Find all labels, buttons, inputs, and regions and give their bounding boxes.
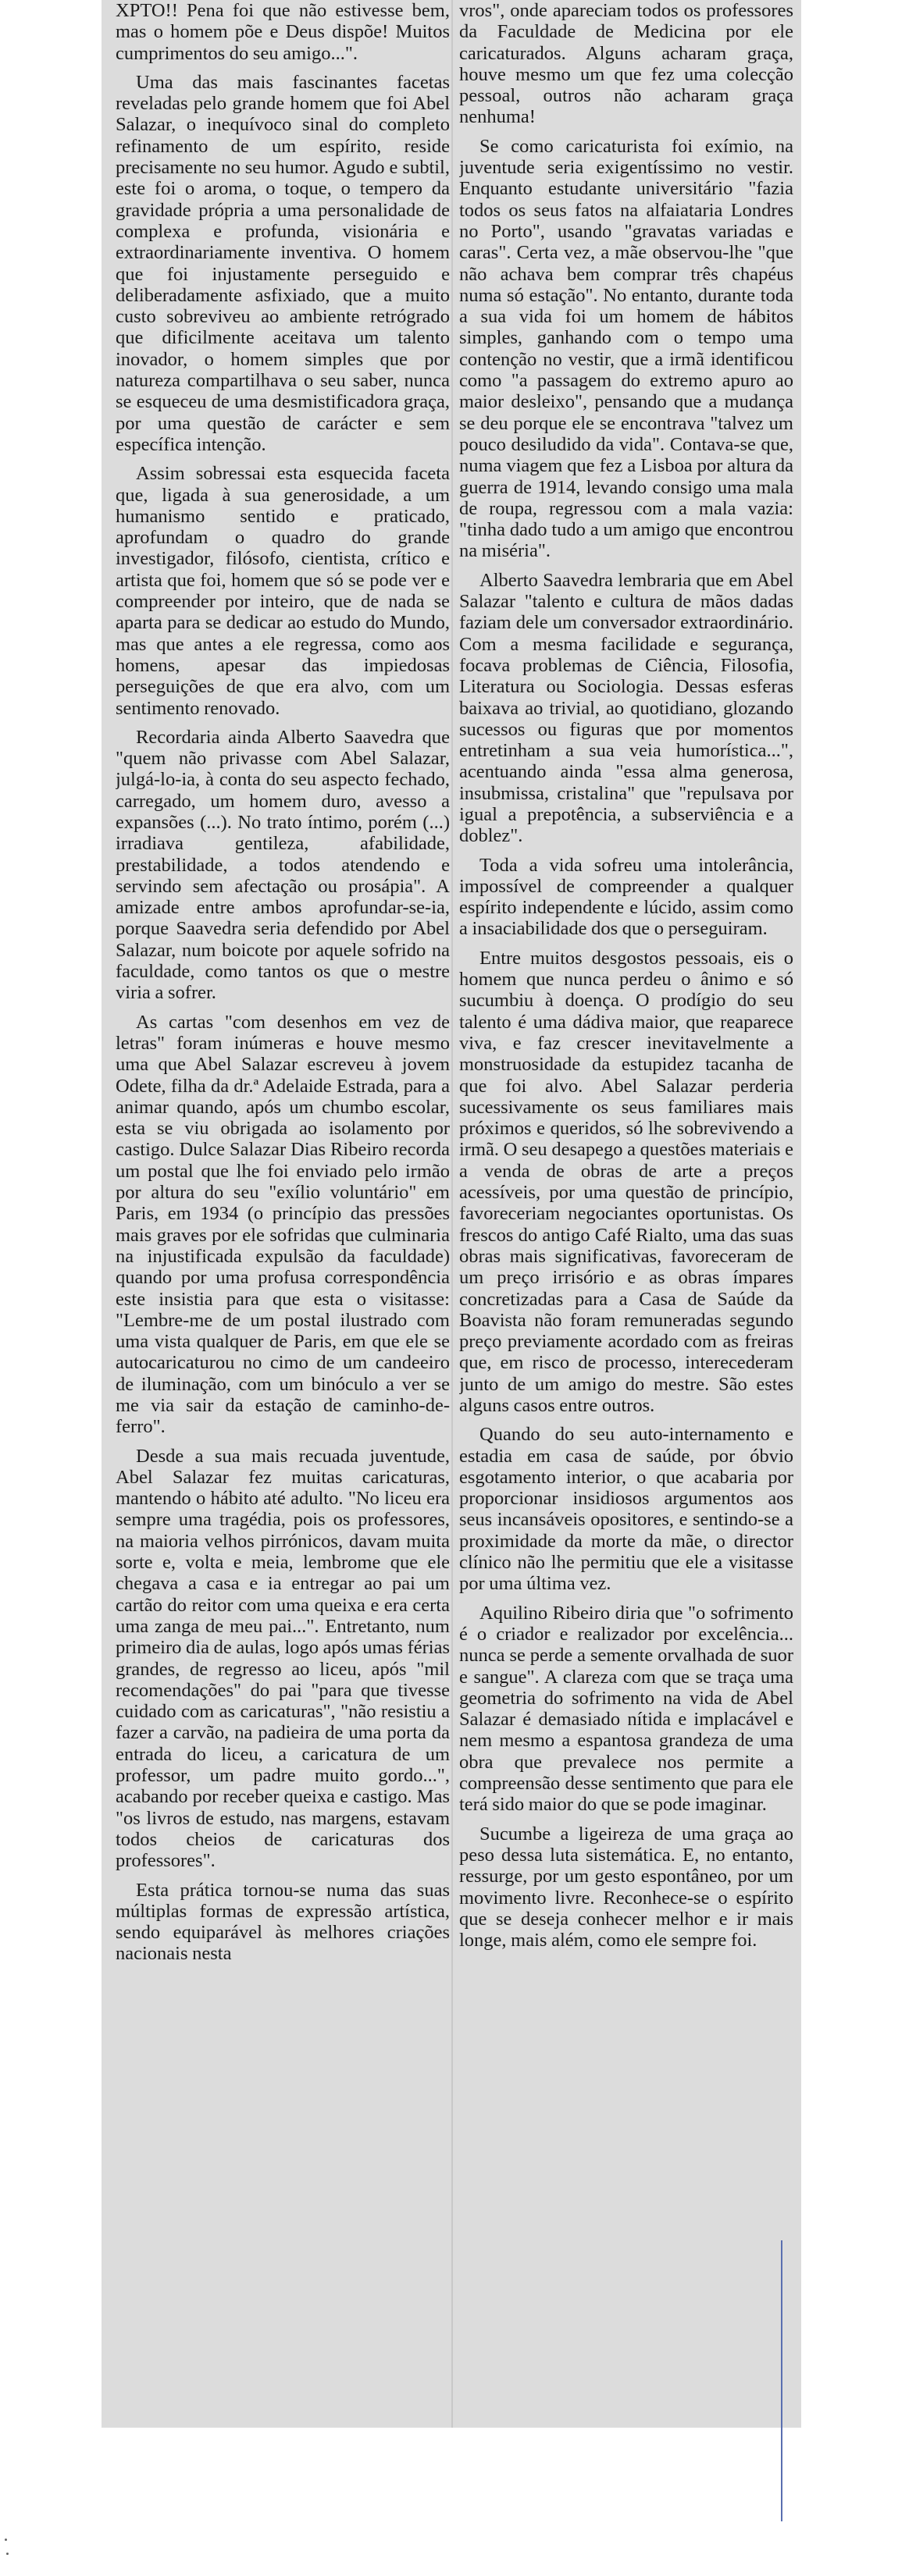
paragraph: Assim sobressai esta esquecida faceta que, ligada à sua generosidade, a um humanismo sentido e praticado, aprofundam o quadro do grande investigador, filósofo, cientista, crítico e artista que foi, homem que só se pode ver e compreender por inteiro, que de nada se aparta para se dedicar ao estudo do Mundo, mas que antes a ele regressa, como aos homens, apesar das impiedosas perseguições de que era alvo, com um sentimento renovado. — [116, 463, 450, 719]
column-divider — [451, 0, 453, 2428]
paragraph: Sucumbe a ligeireza de uma graça ao peso dessa luta sistemática. E, no entanto, ressurge, por um gesto espontâneo, por um movimento livre. Reconhece-se o espírito que se deseja conhecer melhor e ir mais longe, mais além, como ele sempre foi. — [459, 1823, 793, 1952]
margin-pen-mark — [781, 2240, 782, 2521]
paragraph: Entre muitos desgostos pessoais, eis o homem que nunca perdeu o ânimo e só sucumbiu à doença. O prodígio do seu talento é uma dádiva maior, que reaparece viva, e faz crescer inevitavelmente a monstruosidade da estupidez tacanha de que foi alvo. Abel Salazar perderia sucessivamente os seus familiares mais próximos e queridos, só lhe sobrevivendo a irmã. O seu desapego a questões materiais e a venda de obras de arte a preços acessíveis, por uma questão de princípio, favoreceriam negociantes oportunistas. Os frescos do antigo Café Rialto, uma das suas obras mais significativas, favoreceram de um preço irrisório e as obras ímpares concretizadas para a Casa de Saúde da Boavista não foram remuneradas segundo preço previamente acordado com as freiras que, em risco de processo, interecederam junto de um amigo do mestre. São estes alguns casos entre outros. — [459, 947, 793, 1416]
paragraph: XPTO!! Pena foi que não estivesse bem, mas o homem põe e Deus dispõe! Muitos cumprimentos do seu amigo...". — [116, 0, 450, 64]
paragraph: Se como caricaturista foi exímio, na juventude seria exigentíssimo no vestir. Enquanto estudante universitário "fazia todos os seus fatos na alfaiataria Londres no Porto", usando "gravatas variadas e caras". Certa vez, a mãe observou-lhe "que não achava bem comprar três chapéus numa só estação". No entanto, durante toda a sua vida foi um homem de hábitos simples, ganhando com o tempo uma contenção no vestir, que a irmã identificou como "a passagem do extremo apuro ao maior desleixo", pensando que a mudança se deu porque ele se encontrava "talvez um pouco desiludido da vida". Contava-se que, numa viagem que fez a Lisboa por altura da guerra de 1914, levando consigo uma mala de roupa, regressou com a mala vazia: "tinha dado tudo a um amigo que encontrou na miséria". — [459, 135, 793, 562]
scan-speck — [5, 2539, 7, 2541]
paragraph: Quando do seu auto-internamento e estadia em casa de saúde, por óbvio esgotamento interior, o que acabaria por proporcionar insidiosos argumentos aos seus incansáveis opositores, e sentindo-se a proximidade da morte da mãe, o director clínico não lhe permitiu que ele a visitasse por uma última vez. — [459, 1424, 793, 1595]
article-column-left — [116, 0, 450, 2428]
scan-speck — [6, 2553, 9, 2555]
article-column-right — [459, 0, 793, 2428]
paragraph: Esta prática tornou-se numa das suas múltiplas formas de expressão artística, sendo equiparável às melhores criações nacionais nesta — [116, 1879, 450, 1965]
paragraph: Toda a vida sofreu uma intolerância, impossível de compreender a qualquer espírito independente e lúcido, assim como a insaciabilidade dos que o perseguiram. — [459, 854, 793, 940]
paragraph: As cartas "com desenhos em vez de letras" foram inúmeras e houve mesmo uma que Abel Salazar escreveu à jovem Odete, filha da dr.ª Adelaide Estrada, para a animar quando, após um chumbo escolar, esta se viu obrigada ao isolamento por castigo. Dulce Salazar Dias Ribeiro recorda um postal que lhe foi enviado pelo irmão por altura do seu "exílio voluntário" em Paris, em 1934 (o princípio das pressões mais graves por ele sofridas que culminaria na injustificada expulsão da faculdade) quando por uma profusa correspondência este insistia para que esta o visitasse: "Lembre-me de um postal ilustrado com uma vista qualquer de Paris, em que ele se autocaricaturou no cimo de um candeeiro de iluminação, com um binóculo a ver se me via sair da estação de caminho-de-ferro". — [116, 1011, 450, 1438]
paragraph: Desde a sua mais recuada juventude, Abel Salazar fez muitas caricaturas, mantendo o hábito até adulto. "No liceu era sempre uma tragédia, pois os professores, na maioria velhos pirrónicos, davam muita sorte e, volta e meia, lembrome que ele chegava a casa e ia entregar ao pai um cartão do reitor com uma queixa e era certa uma zanga de meu pai...". Entretanto, num primeiro dia de aulas, logo após umas férias grandes, de regresso ao liceu, após "mil recomendações" do pai "para que tivesse cuidado com as caricaturas", "não resistiu a fazer a carvão, na padieira de uma porta da entrada do liceu, a caricatura de um professor, um padre muito gordo...", acabando por receber queixa e castigo. Mas "os livros de estudo, nas margens, estavam todos cheios de caricaturas dos professores". — [116, 1445, 450, 1872]
paragraph: vros", onde apareciam todos os professores da Faculdade de Medicina por ele caricaturados. Alguns acharam graça, houve mesmo um que fez uma colecção pessoal, outros não acharam graça nenhuma! — [459, 0, 793, 128]
paragraph: Recordaria ainda Alberto Saavedra que "quem não privasse com Abel Salazar, julgá-lo-ia, à conta do seu aspecto fechado, carregado, um homem duro, avesso a expansões (...). No trato íntimo, porém (...) irradiava gentileza, afabilidade, prestabilidade, a todos atendendo e servindo sem afectação ou prosápia". A amizade entre ambos aprofundar-se-ia, porque Saavedra seria defendido por Abel Salazar, num boicote por aquele sofrido na faculdade, como tantos os que o mestre viria a sofrer. — [116, 726, 450, 1004]
paragraph: Uma das mais fascinantes facetas reveladas pelo grande homem que foi Abel Salazar, o inequívoco sinal do completo refinamento de um espírito, reside precisamente no seu humor. Agudo e subtil, este foi o aroma, o toque, o tempero da gravidade própria a uma personalidade de complexa e profunda, visionária e extraordinariamente inventiva. O homem que foi injustamente perseguido e deliberadamente asfixiado, que a muito custo sobreviveu ao ambiente retrógrado que dificilmente aceitava um talento inovador, o homem simples que por natureza compartilhava o seu saber, nunca se esqueceu de uma desmistificadora graça, por uma questão de carácter e sem específica intenção. — [116, 71, 450, 455]
paragraph: Aquilino Ribeiro diria que "o sofrimento é o criador e realizador por excelência... nunca se perde a semente orvalhada de suor e sangue". A clareza com que se traça uma geometria do sofrimento na vida de Abel Salazar é demasiado nítida e implacável e nem mesmo a espantosa grandeza de uma obra que prevalece nos permite a compreensão desse sentimento que para ele terá sido maior do que se pode imaginar. — [459, 1602, 793, 1816]
paragraph: Alberto Saavedra lembraria que em Abel Salazar "talento e cultura de mãos dadas faziam dele um conversador extraordinário. Com a mesma facilidade e segurança, focava problemas de Ciência, Filosofia, Literatura ou Sociologia. Dessas esferas baixava ao trivial, ao quotidiano, glozando sucessos ou figuras que por momentos entretinham a sua veia humorística...", acentuando ainda "essa alma generosa, insubmissa, cristalina" que "repulsava por igual a prepotência, a subserviência e a doblez". — [459, 569, 793, 847]
